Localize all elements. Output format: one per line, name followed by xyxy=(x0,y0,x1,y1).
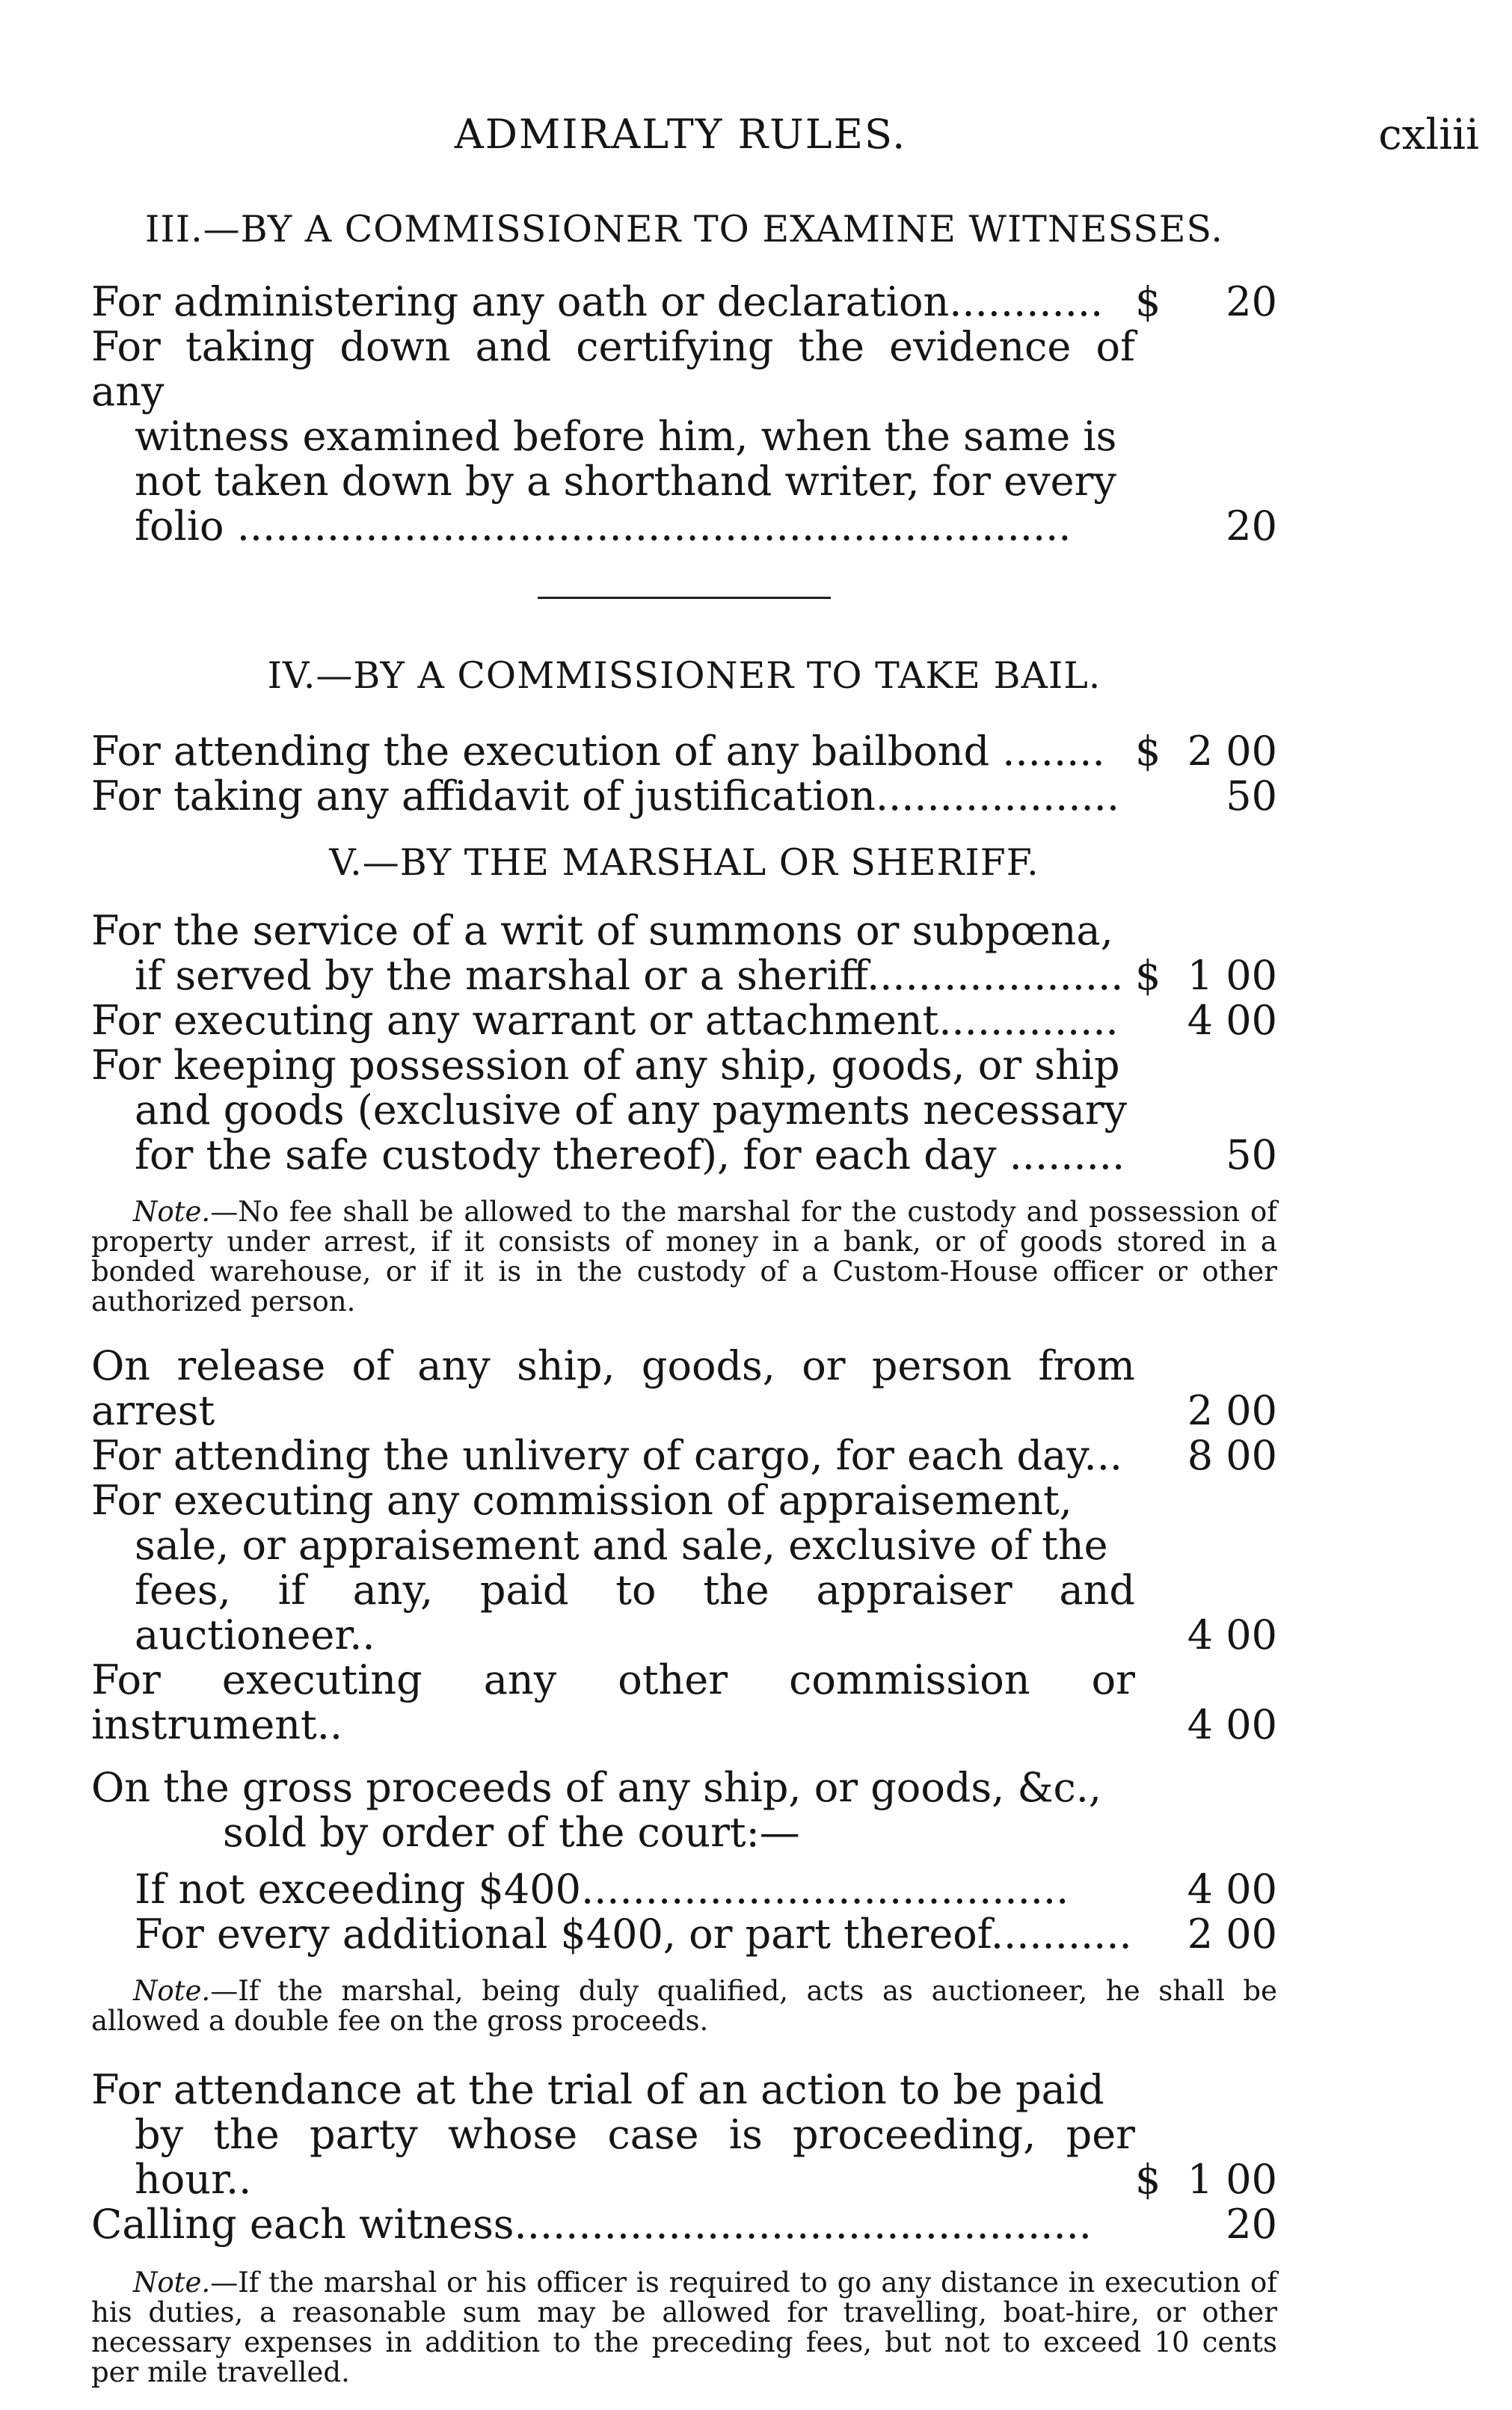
fee-description: sale, or appraisement and sale, exclusive of the xyxy=(135,1522,1108,1569)
note-text: —If the marshal, being duly qualified, acts as auctioneer, he shall be allowed a double fee on the gross proceeds. xyxy=(91,1975,1277,2037)
fee-description: For attending the execution of any bailbond ........ xyxy=(91,728,1105,775)
footnote-custody xyxy=(91,1197,1277,1317)
fee-item xyxy=(91,2068,1277,2202)
section-heading-marshal: V.—BY THE MARSHAL OR SHERIFF. xyxy=(329,841,1039,884)
fee-amount: 50 xyxy=(1226,772,1277,820)
fee-description: For attending the unlivery of cargo, for each day... xyxy=(91,1432,1123,1479)
fee-amount: 2 00 xyxy=(1187,1387,1277,1434)
fee-description: For executing any warrant or attachment.............. xyxy=(91,997,1119,1044)
fee-description: For keeping possession of any ship, goods, or ship xyxy=(91,1042,1120,1089)
fee-amount: 50 xyxy=(1226,1131,1277,1178)
fee-item xyxy=(91,325,1277,549)
fee-item xyxy=(91,2202,1277,2247)
fee-amount: 8 00 xyxy=(1187,1432,1277,1479)
fee-item-proceeds xyxy=(91,1765,1277,1855)
page-number: cxliii xyxy=(1378,111,1479,159)
fee-description: Calling each witness............................................. xyxy=(91,2201,1092,2248)
fee-description: If not exceeding $400...................................... xyxy=(135,1866,1069,1913)
footnote-travelling xyxy=(91,2268,1277,2388)
fee-description: On release of any ship, goods, or person from arrest xyxy=(91,1342,1135,1434)
fee-amount: 20 xyxy=(1226,2201,1277,2248)
fee-amount: 2 00 xyxy=(1187,728,1277,775)
fee-schedule xyxy=(91,202,1277,2388)
fee-description: For every additional $400, or part thereof........... xyxy=(135,1911,1132,1958)
footnote-auctioneer xyxy=(91,1976,1277,2036)
note-text: —No fee shall be allowed to the marshal for the custody and possession of property under arrest, if it consists of money in a bank, or of goods stored in a bonded warehouse, or if it is in the custody of a Custom-House officer or other authorized person. xyxy=(91,1196,1277,1318)
fee-amount: 1 00 xyxy=(1187,952,1277,999)
fee-item xyxy=(91,729,1277,774)
dollar-sign: $ xyxy=(1135,952,1161,999)
running-header xyxy=(0,111,1512,170)
section-heading-commissioner-witnesses: III.—BY A COMMISSIONER TO EXAMINE WITNESSES. xyxy=(145,208,1223,250)
fee-amount: 4 00 xyxy=(1187,997,1277,1044)
fee-description: fees, if any, paid to the appraiser and auctioneer.. xyxy=(135,1567,1135,1659)
fee-description: and goods (exclusive of any payments necessary xyxy=(135,1086,1128,1134)
fee-description: sold by order of the court:— xyxy=(223,1809,800,1856)
section-heading-commissioner-bail: IV.—BY A COMMISSIONER TO TAKE BAIL. xyxy=(267,654,1101,697)
fee-item xyxy=(91,1043,1277,1178)
section-divider xyxy=(538,597,831,599)
note-label: Note. xyxy=(133,1975,211,2007)
note-label: Note. xyxy=(133,1196,211,1228)
fee-description: For administering any oath or declaration............ xyxy=(91,278,1104,325)
fee-item xyxy=(91,998,1277,1043)
fee-amount: 2 00 xyxy=(1187,1911,1277,1958)
fee-amount: 4 00 xyxy=(1187,1611,1277,1659)
fee-item xyxy=(91,774,1277,819)
note-text: —If the marshal or his officer is required to go any distance in execution of his duties, a reasonable sum may be allowed for travelling, boat-hire, or other necessary expenses in addition to the preceding fees, but not to exceed 10 cents per mile travelled. xyxy=(91,2266,1277,2388)
fee-description: For executing any other commission or instrument.. xyxy=(91,1656,1135,1748)
fee-description: if served by the marshal or a sheriff.................... xyxy=(135,952,1124,999)
fee-item xyxy=(91,1344,1277,1433)
fee-item xyxy=(91,1912,1277,1957)
fee-amount: 20 xyxy=(1226,502,1277,550)
fee-description: For taking any affidavit of justification................... xyxy=(91,772,1119,820)
fee-item xyxy=(91,1867,1277,1912)
fee-description: folio ................................................................. xyxy=(135,502,1072,550)
fee-description: For attendance at the trial of an action to be paid xyxy=(91,2066,1104,2113)
fee-description: For taking down and certifying the evidence of any xyxy=(91,323,1135,415)
running-title: ADMIRALTY RULES. xyxy=(454,111,907,158)
fee-description: by the party whose case is proceeding, per hour.. xyxy=(135,2111,1135,2203)
fee-amount: 1 00 xyxy=(1187,2156,1277,2203)
dollar-sign: $ xyxy=(1135,2156,1161,2203)
fee-item xyxy=(91,1433,1277,1478)
note-label: Note. xyxy=(133,2266,211,2299)
fee-item xyxy=(91,1478,1277,1658)
fee-amount: 4 00 xyxy=(1187,1701,1277,1748)
fee-description: For executing any commission of appraisement, xyxy=(91,1477,1072,1524)
dollar-sign: $ xyxy=(1135,278,1161,325)
fee-amount: 4 00 xyxy=(1187,1866,1277,1913)
fee-item xyxy=(91,909,1277,998)
fee-description: For the service of a writ of summons or subpœna, xyxy=(91,907,1113,954)
fee-description: On the gross proceeds of any ship, or goods, &c., xyxy=(91,1764,1102,1811)
dollar-sign: $ xyxy=(1135,728,1161,775)
fee-item xyxy=(91,1658,1277,1747)
fee-description: witness examined before him, when the same is xyxy=(135,413,1117,460)
fee-description: for the safe custody thereof), for each day ......... xyxy=(135,1131,1125,1178)
fee-amount: 20 xyxy=(1226,278,1277,325)
fee-description: not taken down by a shorthand writer, for every xyxy=(135,458,1116,505)
fee-item xyxy=(91,280,1277,325)
